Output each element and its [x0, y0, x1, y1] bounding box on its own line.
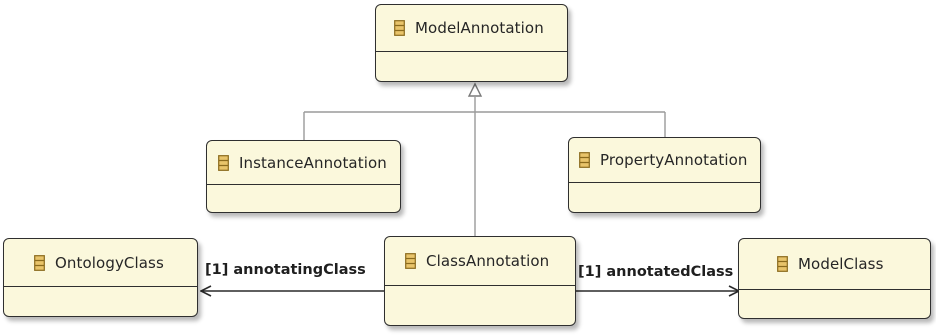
class-icon [579, 152, 590, 168]
property-annotation-class[interactable] [568, 137, 761, 213]
model-class-class[interactable] [738, 238, 931, 319]
class-annotation-class[interactable] [384, 236, 576, 326]
instance-annotation-header [207, 141, 400, 185]
ontology-class-class[interactable] [3, 238, 198, 317]
class-name: OntologyClass [55, 253, 164, 272]
model-annotation-header [376, 5, 567, 52]
model-class-header [739, 239, 930, 290]
class-icon [394, 20, 405, 36]
class-icon [218, 155, 229, 171]
class-icon [777, 256, 788, 272]
model-annotation-class[interactable] [375, 4, 568, 82]
class-icon [34, 255, 45, 271]
class-name: ClassAnnotation [426, 252, 550, 270]
instance-annotation-class[interactable] [206, 140, 401, 213]
generalization-arrowhead [469, 84, 481, 96]
annotating-class-label: [1] annotatingClass [205, 262, 366, 278]
class-name: InstanceAnnotation [239, 153, 387, 172]
ontology-class-header [4, 239, 197, 287]
class-name: ModelClass [798, 255, 884, 273]
annotated-class-label: [1] annotatedClass [578, 264, 734, 280]
property-annotation-header [569, 138, 760, 183]
class-icon [405, 253, 416, 269]
class-name: PropertyAnnotation [600, 151, 748, 169]
class-annotation-header [385, 237, 575, 286]
class-name: ModelAnnotation [415, 19, 544, 37]
